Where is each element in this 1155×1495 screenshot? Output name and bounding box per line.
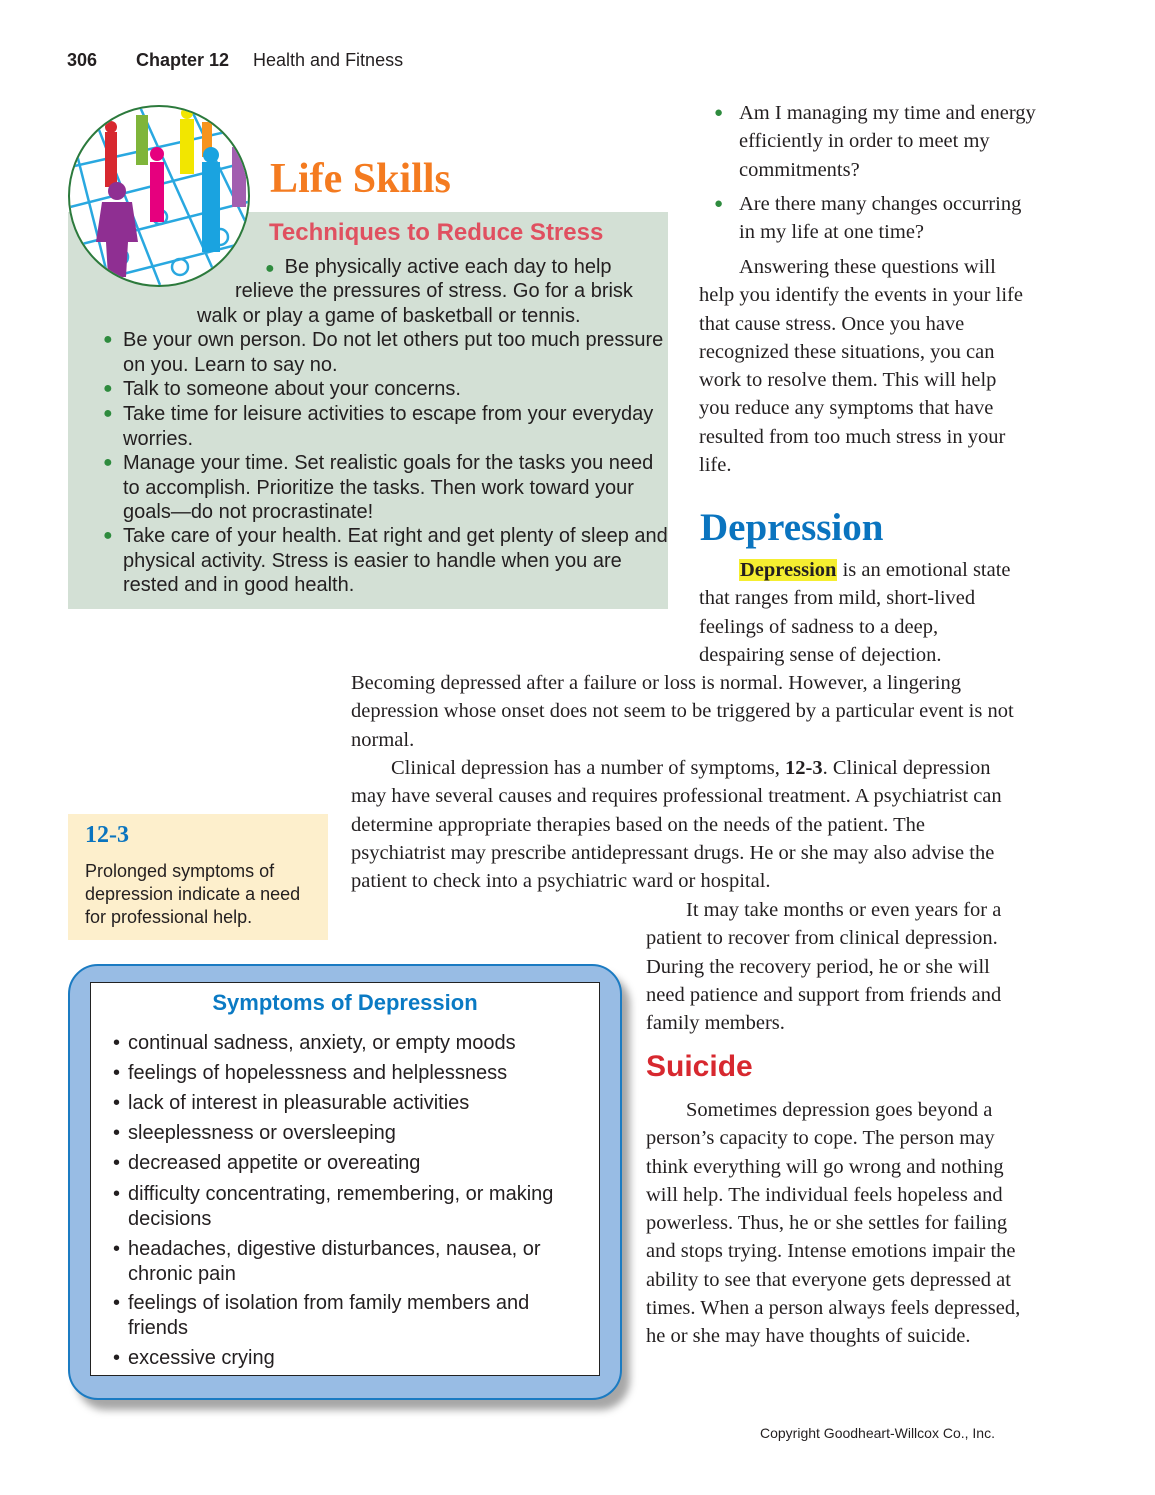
bullet-icon: •	[113, 1347, 121, 1369]
list-item-line: Be physically active each day to help	[284, 256, 612, 278]
bullet-icon: •	[113, 1183, 121, 1205]
life-skills-title: Life Skills	[270, 156, 451, 202]
list-item	[103, 402, 673, 451]
list-item	[113, 1291, 558, 1340]
list-item-text: feelings of hopelessness and helplessness	[128, 1062, 508, 1084]
bullet-icon: ●	[103, 380, 113, 397]
question-text: Am I managing my time and energy efficiently in order to meet my commitments?	[739, 102, 1036, 181]
bullet-icon: •	[113, 1062, 121, 1084]
question-bullet	[714, 99, 1039, 184]
paragraph: It may take months or even years for a patient to recover from clinical depression. During the recovery period, he or she will need patience and support from friends and family members.	[646, 899, 1002, 1035]
paragraph: Becoming depressed after a failure or loss is normal. However, a lingering depression whose onset does not seem to be triggered by a particular event is not normal.	[351, 672, 1014, 751]
bullet-icon: ●	[103, 527, 113, 544]
bullet-icon: ●	[265, 260, 275, 277]
list-item-text: Take time for leisure activities to escape from your everyday worries.	[123, 403, 654, 450]
glossary-term[interactable]: Depression	[740, 559, 837, 581]
bullet-icon: •	[113, 1032, 121, 1054]
list-item-line: relieve the pressures of stress. Go for a brisk	[235, 280, 633, 302]
figure-caption: Prolonged symptoms of depression indicate a need for professional help.	[85, 861, 301, 927]
bullet-icon: ●	[714, 196, 724, 212]
list-item	[103, 524, 673, 598]
chapter-title: Health and Fitness	[253, 50, 404, 70]
list-item	[113, 1151, 598, 1176]
bullet-icon: ●	[103, 454, 113, 471]
list-item-text: feelings of isolation from family members and friends	[128, 1292, 530, 1339]
figure-reference[interactable]: 12-3	[785, 757, 823, 779]
chapter-label: Chapter 12	[136, 50, 230, 70]
paragraph: Sometimes depression goes beyond a person’s capacity to cope. The person may think everything will go wrong and nothing will help. The individual feels hopeless and powerless. Thus, he or she settles for failing and stops trying. Intense emotions impair the ability to see that everyone gets depressed at times. When a person always feels depressed, he or she may have thoughts of suicide.	[646, 1099, 1021, 1348]
bullet-icon: ●	[714, 105, 724, 121]
paragraph	[351, 754, 1023, 895]
list-item-line: walk or play a game of basketball or tennis.	[197, 305, 581, 327]
bullet-icon: •	[113, 1238, 121, 1260]
list-item	[113, 1091, 598, 1116]
text: Clinical depression has a number of symptoms,	[391, 757, 785, 779]
list-item	[103, 377, 673, 402]
figure-number: 12-3	[85, 822, 129, 848]
bullet-icon: •	[113, 1292, 121, 1314]
figure-caption-note	[68, 814, 328, 940]
bullet-icon: ●	[103, 331, 113, 348]
bullet-icon: •	[113, 1152, 121, 1174]
question-text: Are there many changes occurring in my life at one time?	[739, 193, 1022, 244]
list-item-text: decreased appetite or overeating	[128, 1152, 421, 1174]
list-item	[103, 328, 673, 377]
list-item	[265, 255, 612, 282]
list-item-text: continual sadness, anxiety, or empty moods	[128, 1032, 516, 1054]
life-skills-subtitle: Techniques to Reduce Stress	[269, 219, 604, 246]
list-item-text: lack of interest in pleasurable activities	[128, 1092, 470, 1114]
list-item	[113, 1182, 598, 1231]
text: . Clinical depression may have several causes and requires professional treatment. A psychiatrist can determine appropriate therapies based on the needs of the patient. The psychiatrist may prescribe antidepressant drugs. He or she may also advise the patient to check into a psychiatric ward or hospital.	[351, 757, 1002, 893]
list-item	[113, 1237, 568, 1286]
page-number: 306	[67, 50, 98, 70]
bullet-icon: •	[113, 1122, 121, 1144]
paragraph: Answering these questions will help you identify the events in your life that cause stress. Once you have recognized these situations, you can work to resolve them. This will help you reduce any symptoms that have resulted from too much stress in your life.	[699, 256, 1023, 477]
list-item	[103, 451, 673, 525]
copyright: Copyright Goodheart-Willcox Co., Inc.	[760, 1425, 995, 1441]
list-item-text: Talk to someone about your concerns.	[123, 378, 461, 400]
definition-text: is an emotional state that ranges from mild, short-lived feelings of sadness to a deep, despairing sense of dejection.	[699, 559, 1011, 666]
bullet-icon: •	[113, 1092, 121, 1114]
list-item-text: Manage your time. Set realistic goals for the tasks you need to accomplish. Prioritize the tasks. Then work toward your goals—do not procrastinate!	[123, 452, 654, 523]
depression-heading: Depression	[700, 506, 884, 549]
list-item	[113, 1346, 598, 1371]
symptoms-title: Symptoms of Depression	[212, 990, 478, 1015]
people-network-illustration	[68, 105, 250, 287]
list-item	[113, 1121, 598, 1146]
list-item-text: headaches, digestive disturbances, nausea, or chronic pain	[128, 1238, 541, 1285]
list-item-text: excessive crying	[128, 1347, 275, 1369]
bullet-icon: ●	[103, 405, 113, 422]
list-item-text: sleeplessness or oversleeping	[128, 1122, 396, 1144]
list-item-text: Be your own person. Do not let others put too much pressure on you. Learn to say no.	[123, 329, 664, 376]
list-item-text: difficulty concentrating, remembering, or making decisions	[128, 1183, 554, 1230]
paragraph	[699, 556, 1021, 669]
question-bullet	[714, 190, 1029, 247]
list-item	[113, 1031, 598, 1056]
suicide-heading: Suicide	[646, 1050, 753, 1083]
list-item	[113, 1061, 598, 1086]
list-item-text: Take care of your health. Eat right and get plenty of sleep and physical activity. Stress is easier to handle when you are rested and in good health.	[123, 525, 668, 596]
